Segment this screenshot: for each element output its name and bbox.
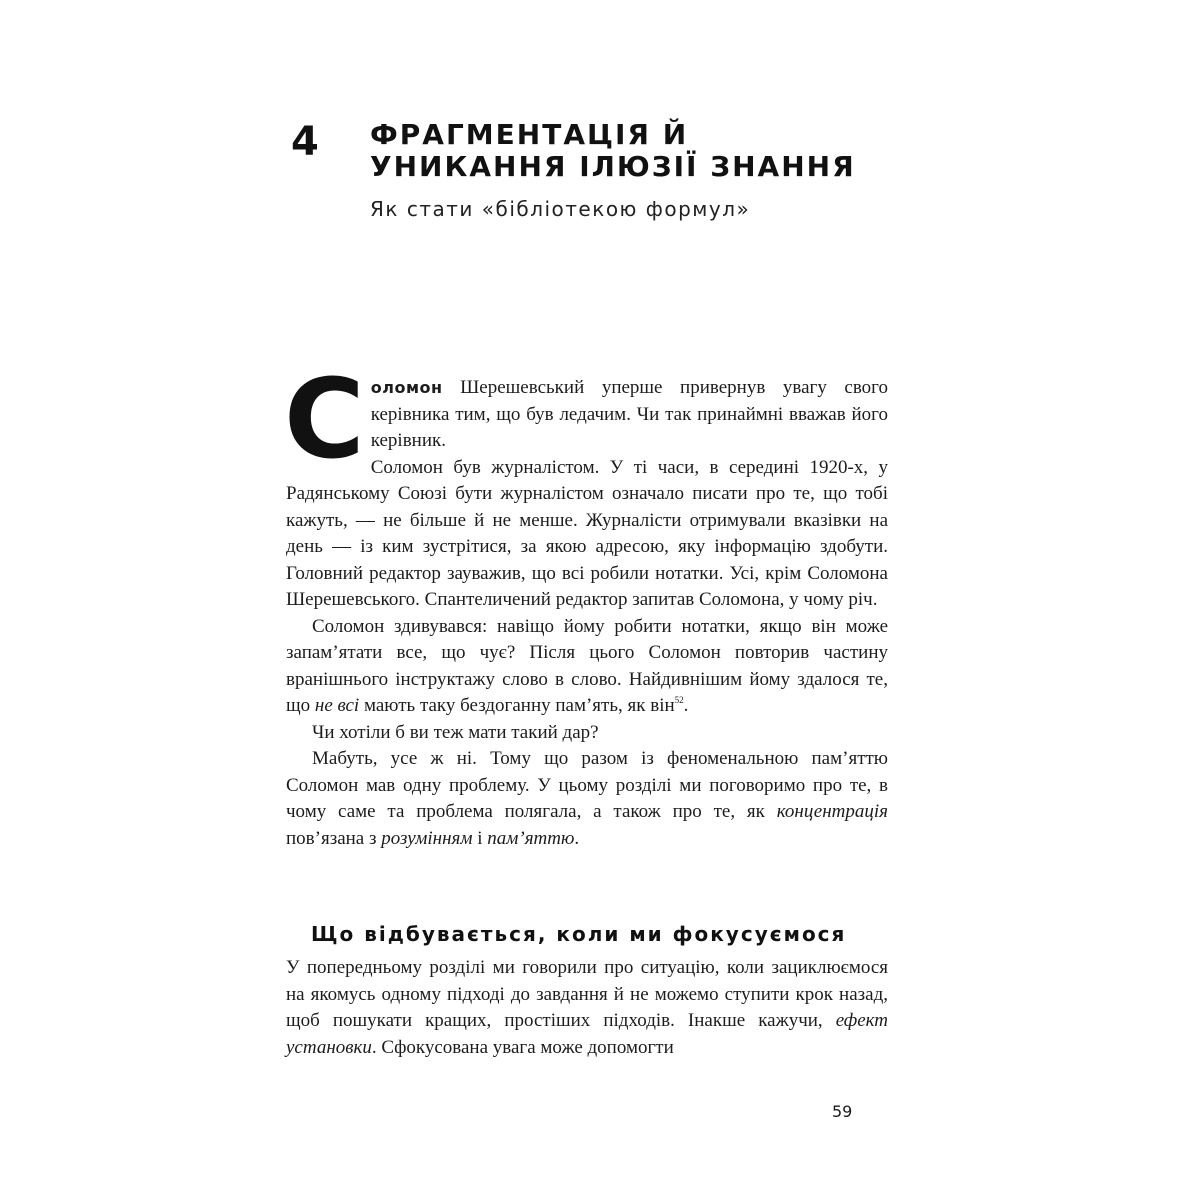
paragraph-5-text-b: пов’язана з <box>286 827 382 849</box>
lead-word: оломон <box>370 378 443 397</box>
paragraph-5-text-a: Мабуть, усе ж ні. Тому що разом із феноменальною пам’яттю Соломон мав одну проблему. У цьому розділі ми поговоримо про те, в чому саме та проблема полягала, а також про те, як <box>286 748 888 822</box>
paragraph-5-text-c: і <box>472 827 488 849</box>
paragraph-3-text-a: Соломон здивувався: навіщо йому робити нотатки, якщо він може запам’ятати все, що чує? Після цього Соломон повторив частину вранішнього інструктажу слово в слово. Найдивнішим йому здалося те, що <box>286 615 888 716</box>
emphasis-einstellung: ефект установки <box>286 1010 888 1058</box>
paragraph-3-end: . <box>683 695 689 716</box>
page-number: 59 <box>832 1102 853 1121</box>
paragraph-4: Чи хотіли б ви теж мати такий дар? <box>312 721 599 743</box>
section-paragraph-1-text-b: . Сфокусована увага може допомогти <box>371 1036 674 1058</box>
paragraph-2: Соломон був журналістом. У ті часи, в середині 1920-х, у Радянському Союзі бути журналістом означало писати про те, що тобі кажуть, — не більше й не менше. Журналісти отримували вказівки на день — із ким зустрітися, за якою адресою, яку інформацію здобути. Головний редактор зауважив, що всі робили нотатки. Усі, крім Соломона Шерешевського. Спантеличений редактор запитав Соломона, у чому річ. <box>286 456 888 610</box>
paragraph-1-text: Шерешевський уперше привернув увагу свого керівника тим, що був ледачим. Чи так принаймні вважав його керівник. <box>370 377 888 451</box>
section-text <box>286 955 888 1061</box>
paragraph-3-text-b: мають таку бездоганну пам’ять, як він <box>359 695 675 716</box>
emphasis-understanding: розумінням <box>381 827 473 849</box>
emphasis-memory: пам’яттю <box>487 827 575 849</box>
paragraph-3 <box>286 614 888 720</box>
section-heading: Що відбувається, коли ми фокусуємося <box>311 922 847 946</box>
section-paragraph-1-text-a: У попередньому розділі ми говорили про ситуацію, коли зациклюємося на якомусь одному підході до завдання й не можемо ступити крок назад, щоб пошукати кращих, простіших підходів. Інакше кажучи, <box>286 957 888 1031</box>
intro-text <box>284 355 888 852</box>
section-paragraph-1 <box>286 955 888 1061</box>
emphasis-concentration: концентрація <box>776 801 888 822</box>
paragraph-1 <box>284 355 888 483</box>
chapter-title: ФРАГМЕНТАЦІЯ Й УНИКАННЯ ІЛЮЗІЇ ЗНАННЯ <box>370 118 856 183</box>
drop-cap: С <box>284 355 365 483</box>
chapter-number: 4 <box>291 119 319 165</box>
footnote-ref: 52 <box>674 695 684 705</box>
chapter-subtitle: Як стати «бібліотекою формул» <box>370 197 751 221</box>
paragraph-5-end: . <box>574 827 580 849</box>
paragraph-5 <box>286 746 888 852</box>
emphasis-not-all: не всі <box>314 695 360 716</box>
